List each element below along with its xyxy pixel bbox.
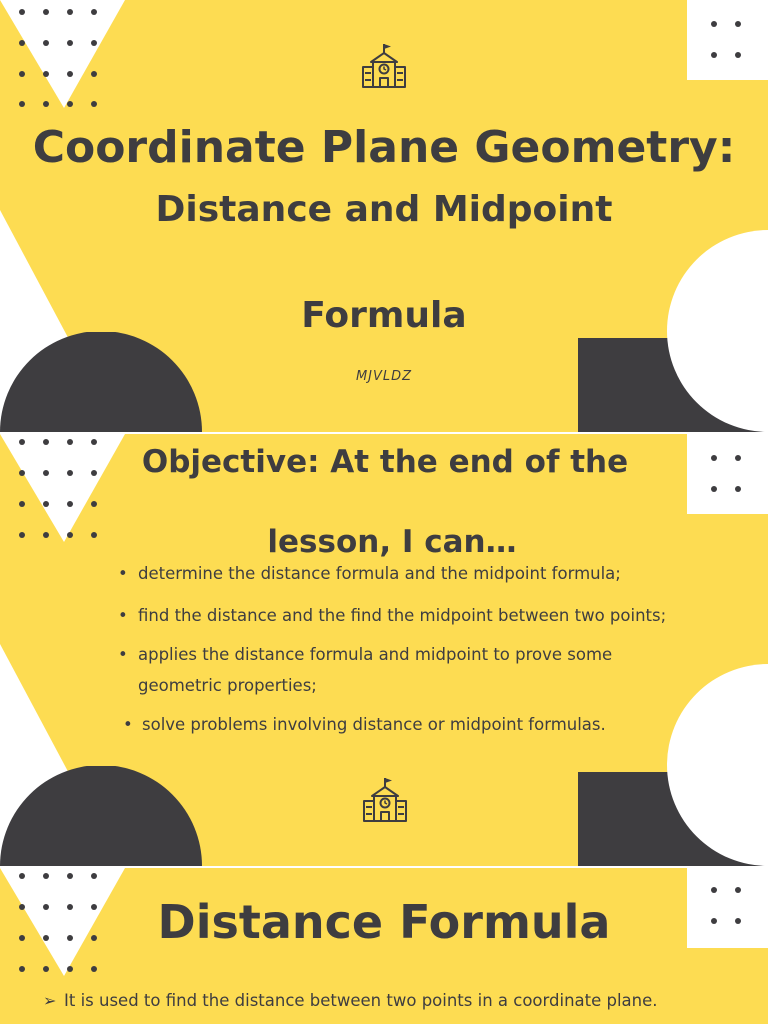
objective-item: solve problems involving distance or midpoint formulas. bbox=[142, 715, 606, 734]
bullet-marker: • bbox=[118, 606, 128, 625]
school-building-icon bbox=[360, 42, 408, 90]
white-panel-top-right bbox=[687, 0, 768, 80]
objective-heading-line1: Objective: At the end of the bbox=[141, 444, 629, 480]
bullet-marker: • bbox=[118, 645, 128, 664]
main-title-line2: Distance and Midpoint bbox=[155, 189, 613, 230]
author-signature: MJVLDZ bbox=[355, 369, 413, 384]
objective-item: applies the distance formula and midpoint to prove some bbox=[138, 645, 613, 664]
definition-text: It is used to find the distance between two points in a coordinate plane. bbox=[64, 991, 658, 1010]
slide-objectives bbox=[0, 434, 768, 866]
section-title: Distance Formula bbox=[157, 895, 611, 949]
objective-item: find the distance and the find the midpoint between two points; bbox=[138, 606, 667, 625]
slide-title bbox=[0, 0, 768, 432]
bullet-marker: • bbox=[118, 564, 128, 583]
objective-heading-line2: lesson, I can… bbox=[267, 524, 517, 560]
white-circle-decoration bbox=[666, 664, 768, 866]
slide-distance-formula bbox=[0, 868, 768, 1024]
school-building-icon bbox=[361, 776, 409, 824]
bullet-marker: • bbox=[123, 715, 133, 734]
dark-semicircle-decoration bbox=[0, 766, 210, 866]
main-title-line3: Formula bbox=[301, 295, 467, 336]
arrow-marker: ➢ bbox=[43, 991, 57, 1010]
main-title-line1: Coordinate Plane Geometry: bbox=[32, 122, 736, 173]
objective-item: determine the distance formula and the midpoint formula; bbox=[138, 564, 621, 583]
objective-item-continued: geometric properties; bbox=[138, 676, 317, 695]
dot-grid-top-left bbox=[0, 0, 130, 110]
